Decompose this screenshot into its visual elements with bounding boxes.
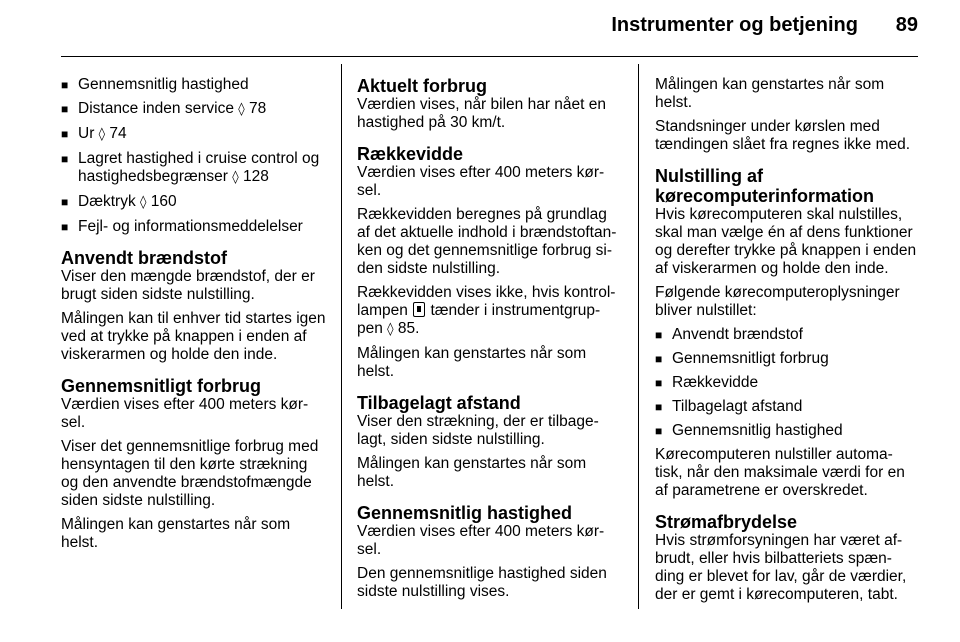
page-reference-icon: ◊ — [140, 195, 147, 210]
paragraph: Viser den strækning, der er tilbage- lagt, siden sidste nulstilling. — [357, 413, 599, 448]
list-item: ■ Tilbagelagt afstand — [655, 398, 920, 416]
page-reference-link[interactable]: 78 — [249, 100, 267, 117]
paragraph — [357, 284, 623, 339]
header-title: Instrumenter og betjening — [611, 14, 858, 36]
bullet-list — [655, 326, 920, 440]
list-item: ■ Rækkevidde — [655, 374, 920, 392]
paragraph: Hvis kørecomputeren skal nulstilles, skal man vælge én af dens funktioner og derefter trykke på knappen i enden af viskerarmen og holde den inde. — [655, 206, 917, 277]
section-heading: Anvendt brændstof — [61, 248, 227, 268]
paragraph: Værdien vises efter 400 meters kør- sel. — [357, 164, 605, 199]
list-item: ■ Gennemsnitligt forbrug — [655, 350, 920, 368]
bullet-list — [61, 76, 326, 236]
page-reference-icon: ◊ — [232, 170, 239, 185]
column-1 — [61, 76, 326, 558]
paragraph: Den gennemsnitlige hastighed siden sidste nulstilling vises. — [357, 565, 607, 600]
page-reference-icon: ◊ — [98, 127, 106, 142]
header-rule — [61, 56, 918, 57]
list-item — [61, 193, 326, 212]
list-item: ■ Anvendt brændstof — [655, 326, 920, 344]
paragraph: Målingen kan genstartes når som helst. — [357, 455, 587, 490]
section-heading: Rækkevidde — [357, 144, 464, 164]
list-item-text: Distance inden service — [78, 100, 239, 117]
paragraph: Målingen kan genstartes når som helst. — [357, 345, 587, 380]
list-item: ■ Gennemsnitlig hastighed — [655, 422, 920, 440]
page-reference-icon: ◊ — [238, 102, 245, 117]
paragraph: Rækkevidden beregnes på grundlag af det aktuelle indhold i brændstoftan- ken og det gennemsnitlige forbrug si- den sidste nulstilling. — [357, 206, 617, 277]
section-heading: Gennemsnitligt forbrug — [61, 376, 261, 396]
list-item — [61, 100, 326, 119]
page-reference-link[interactable]: 160 — [150, 193, 177, 210]
paragraph: Målingen kan til enhver tid startes igen ved at trykke på knappen i enden af viskerarmen og holde den inde. — [61, 310, 326, 363]
paragraph: Viser det gennemsnitlige forbrug med hensyntagen til den kørte strækning og den anvendte brændstofmængde siden sidste nulstilling. — [61, 438, 319, 509]
paragraph: Værdien vises efter 400 meters kør- sel. — [357, 523, 605, 558]
column-3 — [655, 76, 920, 610]
paragraph: Værdien vises, når bilen har nået en hastighed på 30 km/t. — [357, 96, 607, 131]
section-heading: Aktuelt forbrug — [357, 76, 487, 96]
column-divider — [638, 64, 639, 609]
paragraph: Kørecomputeren nulstiller automa- tisk, når den maksimale værdi for en af parametrene er overskredet. — [655, 446, 905, 499]
text-span: Rækkevidden vises ikke, hvis kontrol- lampen — [357, 284, 616, 319]
page-reference-link[interactable]: 74 — [109, 125, 127, 142]
paragraph: Målingen kan genstartes når som helst. — [655, 76, 885, 111]
paragraph: Viser den mængde brændstof, der er brugt siden sidste nulstilling. — [61, 268, 315, 303]
text-span: . — [415, 320, 420, 337]
paragraph: Standsninger under kørslen med tændingen slået fra regnes ikke med. — [655, 118, 911, 153]
paragraph: Hvis strømforsyningen har været af- brudt, eller hvis bilbatteriets spæn- ding er blevet for lav, går de værdier, der er gemt i kørecomputeren, tabt. — [655, 532, 907, 603]
list-item-text: Fejl- og informationsmeddelelser — [78, 218, 303, 235]
column-2 — [357, 76, 623, 607]
section-heading: Gennemsnitlig hastighed — [357, 503, 573, 523]
paragraph: Følgende kørecomputeroplysninger bliver nulstillet: — [655, 284, 900, 319]
text-span: tænder i instrumentgrup- pen — [357, 302, 601, 337]
page-number: 89 — [895, 14, 918, 36]
list-item-text: Lagret hastighed i cruise control og hastighedsbegrænser — [78, 150, 320, 185]
paragraph: Målingen kan genstartes når som helst. — [61, 516, 291, 551]
section-heading: Nulstilling af kørecomputerinformation — [655, 166, 875, 206]
section-heading: Tilbagelagt afstand — [357, 393, 521, 413]
fuel-warning-lamp-icon — [413, 302, 425, 317]
page-reference-icon: ◊ — [387, 322, 394, 337]
list-item — [61, 76, 326, 94]
page-reference-link[interactable]: 85 — [397, 320, 416, 337]
list-item — [61, 125, 326, 144]
page-reference-link[interactable]: 128 — [243, 168, 269, 185]
list-item — [61, 150, 326, 187]
list-item-text: Ur — [78, 125, 99, 142]
list-item-text: Dæktryk — [78, 193, 140, 210]
list-item-text: Gennemsnitlig hastighed — [78, 76, 249, 93]
column-divider — [341, 64, 342, 609]
paragraph: Værdien vises efter 400 meters kør- sel. — [61, 396, 309, 431]
section-heading: Strømafbrydelse — [655, 512, 798, 532]
list-item — [61, 218, 326, 236]
